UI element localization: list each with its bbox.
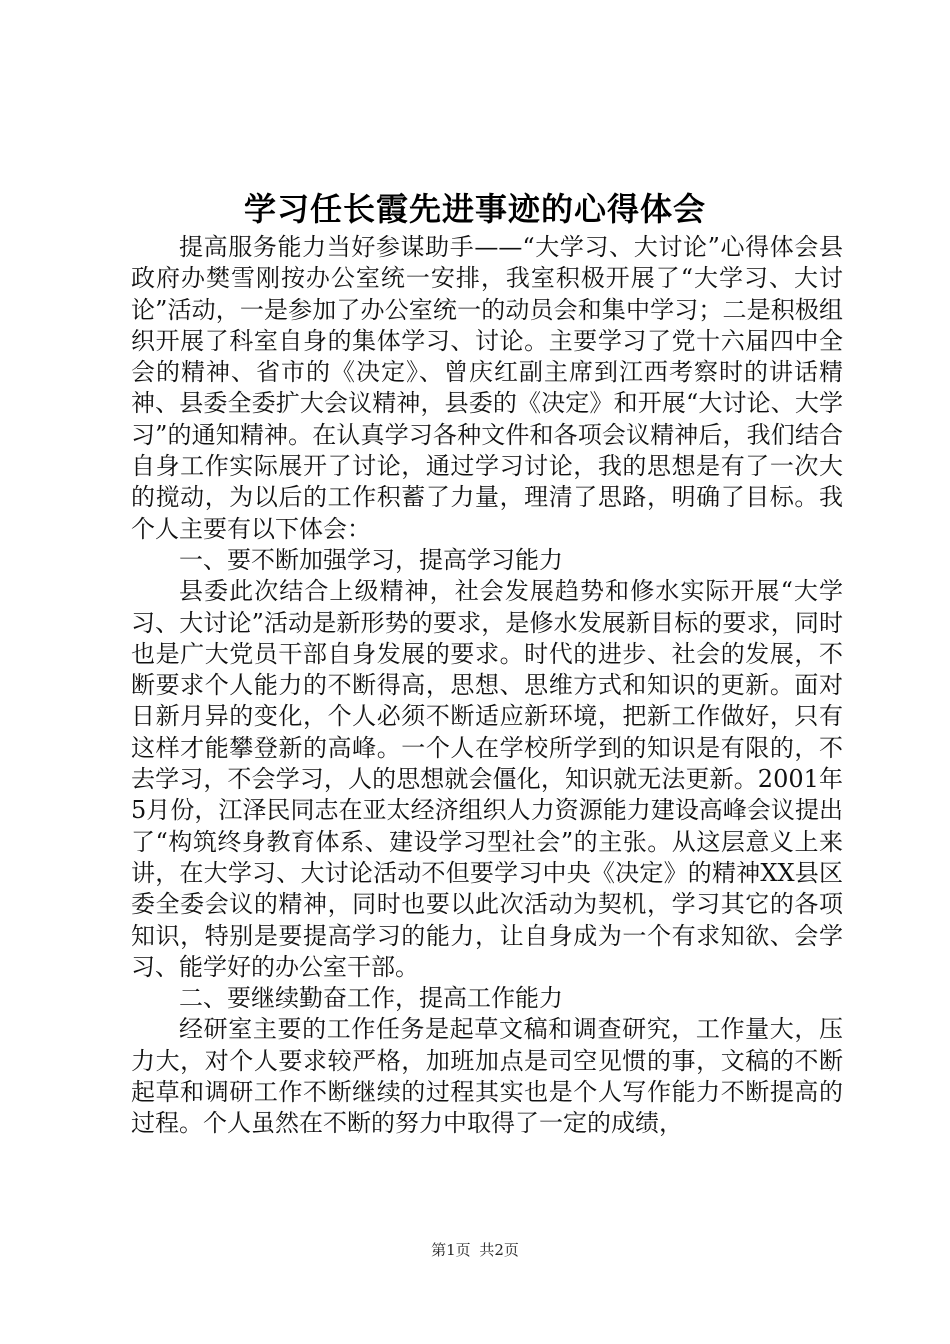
page-footer: [0, 1240, 950, 1260]
paragraph-intro: 提高服务能力当好参谋助手——“大学习、大讨论”心得体会县政府办樊雪刚按办公室统一安排，我室积极开展了“大学习、大讨论”活动，一是参加了办公室统一的动员会和集中学习；二是积极组织开展了科室自身的集体学习、讨论。主要学习了党十六届四中全会的精神、省市的《决定》、曾庆红副主席到江西考察时的讲话精神、县委全委扩大会议精神，县委的《决定》和开展“大讨论、大学习”的通知精神。在认真学习各种文件和各项会议精神后，我们结合自身工作实际展开了讨论，通过学习讨论，我的思想是有了一次大的搅动，为以后的工作积蓄了力量，理清了思路，明确了目标。我个人主要有以下体会：: [131, 233, 843, 543]
paragraph-section-1: 县委此次结合上级精神，社会发展趋势和修水实际开展“大学习、大讨论”活动是新形势的要求，是修水发展新目标的要求，同时也是广大党员干部自身发展的要求。时代的进步、社会的发展，不断要求个人能力的不断得高，思想、思维方式和知识的更新。面对日新月异的变化，个人必须不断适应新环境，把新工作做好，只有这样才能攀登新的高峰。一个人在学校所学到的知识是有限的，不去学习，不会学习，人的思想就会僵化，知识就无法更新。2001年5月份，江泽民同志在亚太经济组织人力资源能力建设高峰会议提出了“构筑终身教育体系、建设学习型社会”的主张。从这层意义上来讲，在大学习、大讨论活动不但要学习中央《决定》的精神XX县区委全委会议的精神，同时也要以此次活动为契机，学习其它的各项知识，特别是要提高学习的能力，让自身成为一个有求知欲、会学习、能学好的办公室干部。: [131, 577, 843, 981]
page-total: 共2页: [479, 1241, 519, 1259]
section-heading-2: 二、要继续勤奋工作，提高工作能力: [179, 984, 563, 1013]
paragraph-section-2: 经研室主要的工作任务是起草文稿和调查研究，工作量大，压力大，对个人要求较严格，加班加点是司空见惯的事，文稿的不断起草和调研工作不断继续的过程其实也是个人写作能力不断提高的过程。个人虽然在不断的努力中取得了一定的成绩，: [131, 1015, 843, 1138]
document-title: 学习任长霞先进事迹的心得体会: [243, 190, 706, 228]
page-number: 第1页: [431, 1241, 471, 1259]
section-heading-1: 一、要不断加强学习，提高学习能力: [179, 545, 563, 574]
document-body: [131, 232, 843, 1140]
